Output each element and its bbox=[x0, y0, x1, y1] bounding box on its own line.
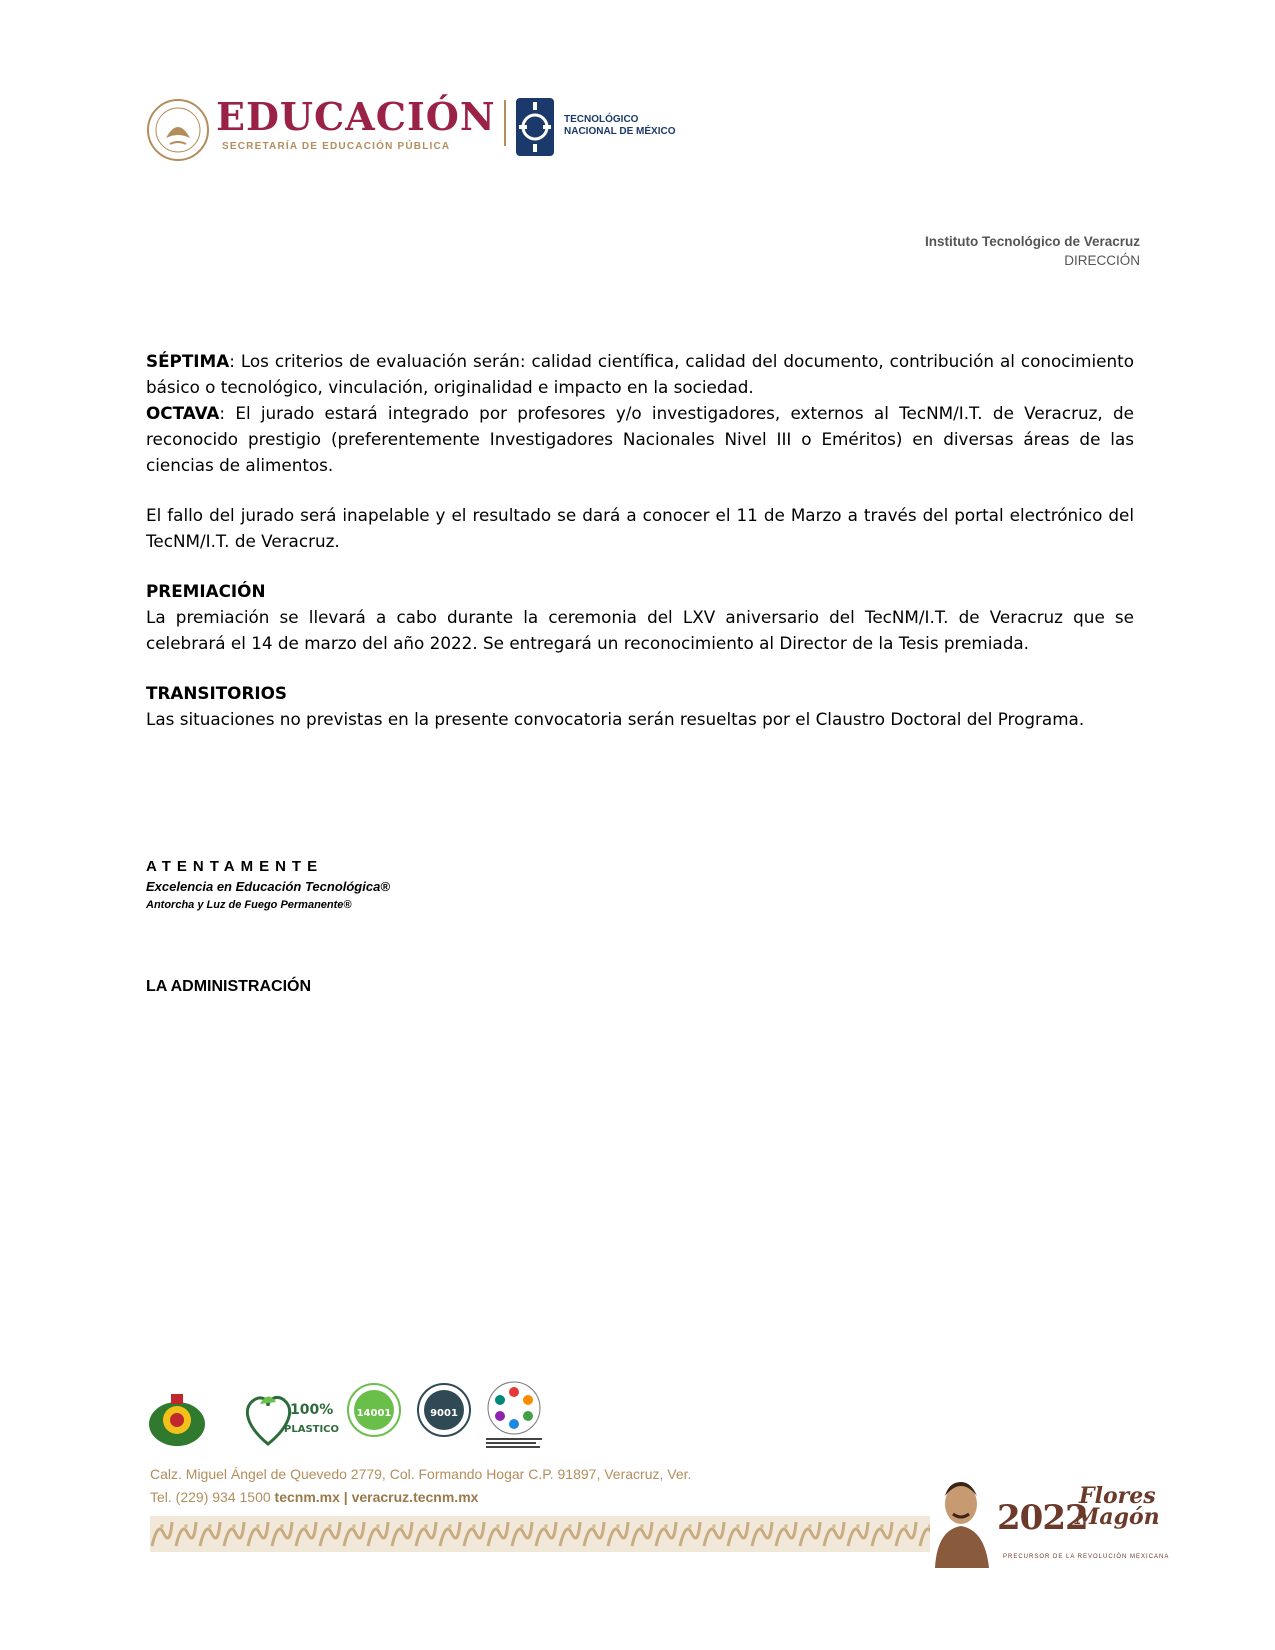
premiacion-text: La premiación se llevará a cabo durante la ceremonia del LXV aniversario del TecNM/I.T. de Veracruz que se celebrará el 14 de marzo del año 2022. Se entregará un reconocimiento al Director de la Tesis premiada. bbox=[146, 607, 1134, 653]
iso9001-text: 9001 bbox=[430, 1408, 458, 1419]
decorative-pattern-band bbox=[150, 1516, 930, 1552]
anniversary-2022-logo bbox=[925, 1468, 1170, 1572]
signatory: LA ADMINISTRACIÓN bbox=[146, 978, 312, 995]
header-logos bbox=[146, 94, 706, 164]
iso-14001-seal-icon bbox=[346, 1382, 402, 1438]
veracruz-link[interactable]: veracruz.tecnm.mx bbox=[351, 1489, 479, 1505]
header-divider bbox=[504, 100, 506, 146]
plastic-free-heart-icon bbox=[238, 1386, 340, 1450]
itv-emblem-icon bbox=[146, 1390, 208, 1450]
footer-address: Calz. Miguel Ángel de Quevedo 2779, Col. Formando Hogar C.P. 91897, Veracruz, Ver. bbox=[150, 1466, 692, 1482]
atentamente: ATENTAMENTE bbox=[146, 858, 324, 875]
tecnm-link[interactable]: tecnm.mx bbox=[274, 1489, 340, 1505]
institution-block bbox=[925, 232, 1140, 270]
plastic-percent: 100% bbox=[290, 1402, 334, 1418]
paragraph-octava bbox=[146, 400, 1134, 478]
closing-block bbox=[146, 858, 390, 911]
link-separator: | bbox=[339, 1489, 352, 1505]
septima-text: : Los criterios de evaluación serán: calidad científica, calidad del documento, contribución al conocimiento básico o tecnológico, vinculación, originalidad e impacto en la sociedad. bbox=[146, 351, 1134, 397]
educacion-wordmark: EDUCACIÓN bbox=[216, 94, 496, 139]
plastic-word: PLASTICO bbox=[284, 1424, 340, 1435]
septima-label: SÉPTIMA bbox=[146, 351, 230, 371]
tecnm-name bbox=[564, 114, 676, 138]
paragraph-fallo: El fallo del jurado será inapelable y el resultado se dará a conocer el 11 de Marzo a través del portal electrónico del TecNM/I.T. de Veracruz. bbox=[146, 505, 1134, 551]
paragraph-septima bbox=[146, 348, 1134, 400]
gender-equality-seal-icon bbox=[482, 1380, 546, 1450]
iso-9001-seal-icon bbox=[416, 1382, 472, 1438]
tecnm-line1: TECNOLÓGICO bbox=[564, 114, 639, 125]
footer-phone: Tel. (229) 934 1500 bbox=[150, 1489, 275, 1505]
footer-logos bbox=[146, 1380, 566, 1458]
anniversary-subtitle: PRECURSOR DE LA REVOLUCIÓN MEXICANA bbox=[1003, 1554, 1170, 1560]
octava-label: OCTAVA bbox=[146, 403, 220, 423]
motto-excelencia: Excelencia en Educación Tecnológica® bbox=[146, 879, 390, 894]
transitorios-heading: TRANSITORIOS bbox=[146, 683, 287, 703]
department-name: DIRECCIÓN bbox=[1064, 253, 1140, 268]
iso14001-text: 14001 bbox=[356, 1408, 392, 1419]
sep-subtitle: SECRETARÍA DE EDUCACIÓN PÚBLICA bbox=[222, 141, 451, 152]
mexico-coat-of-arms-icon bbox=[146, 98, 210, 162]
octava-text: : El jurado estará integrado por profesores y/o investigadores, externos al TecNM/I.T. de Veracruz, de reconocido prestigio (preferentemente Investigadores Nacionales Nivel III o Eméritos) en diversas áreas de las ciencias de alimentos. bbox=[146, 403, 1134, 475]
institution-name: Instituto Tecnológico de Veracruz bbox=[924, 234, 1140, 249]
transitorios-text: Las situaciones no previstas en la presente convocatoria serán resueltas por el Claustro Doctoral del Programa. bbox=[146, 709, 1085, 729]
anniversary-name-line1: Flores bbox=[1079, 1483, 1156, 1509]
tecnm-gear-logo-icon bbox=[514, 96, 556, 158]
letter-body bbox=[146, 348, 1134, 732]
portrait-illustration-icon bbox=[925, 1468, 997, 1568]
tecnm-line2: NACIONAL DE MÉXICO bbox=[564, 126, 676, 137]
premiacion-heading: PREMIACIÓN bbox=[146, 581, 266, 601]
anniversary-name bbox=[1075, 1483, 1160, 1530]
anniversary-name-line2: Magón bbox=[1075, 1504, 1160, 1530]
anniversary-year: 2022 bbox=[997, 1498, 1088, 1538]
footer-contact bbox=[150, 1489, 478, 1505]
motto-antorcha: Antorcha y Luz de Fuego Permanente® bbox=[146, 899, 352, 911]
